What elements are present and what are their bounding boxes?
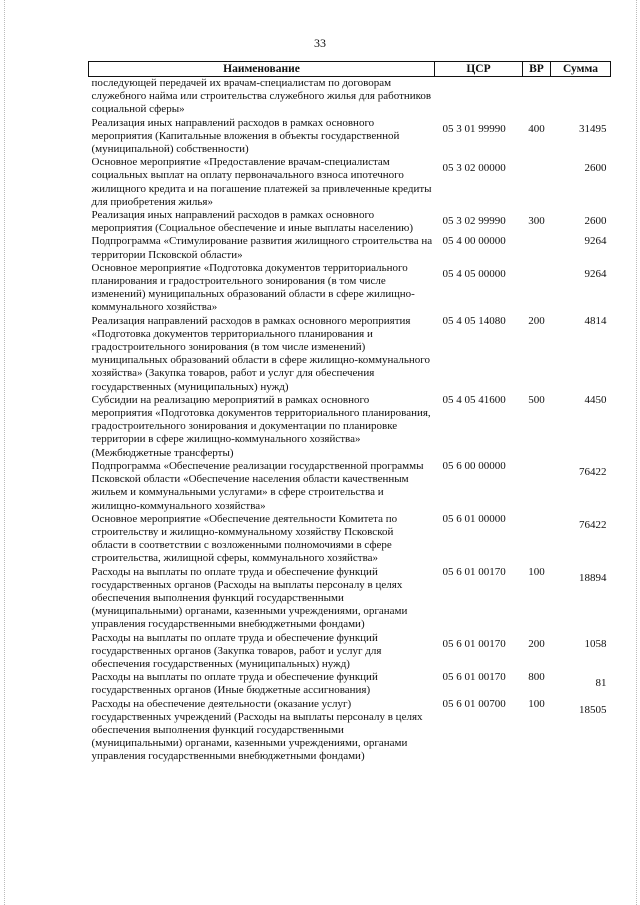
cell-sum: 4814 <box>584 314 607 327</box>
cell-sum: 1058 <box>584 637 607 650</box>
cell-vr: 500 <box>528 393 545 406</box>
cell-vr: 400 <box>528 122 545 135</box>
table-row <box>89 698 611 764</box>
cell-sum: 76422 <box>579 518 607 531</box>
table-row <box>89 315 611 394</box>
cell-vr: 300 <box>528 215 545 228</box>
cell-sum: 81 <box>595 677 607 690</box>
cell-csr <box>435 77 523 117</box>
cell-name: Реализация иных направлений расходов в рамках основного мероприятия (Капитальные вложения в объекты государственной (муниципальной) собственности) <box>91 116 400 156</box>
table-row <box>89 156 611 209</box>
table-row <box>89 394 611 460</box>
cell-csr: 05 4 00 00000 <box>442 235 506 248</box>
cell-vr <box>523 156 551 209</box>
cell-csr: 05 6 01 00170 <box>442 637 506 650</box>
cell-name: Реализация иных направлений расходов в рамках основного мероприятия (Социальное обеспечение и иные выплаты населению) <box>91 209 414 235</box>
table-row <box>89 460 611 513</box>
cell-name: Основное мероприятие «Подготовка документов территориального планирования и градостроительного зонирования (в том числе изменений) муниципальных образований области в сфере жилищно-коммунального хозяйства» <box>91 261 415 314</box>
cell-sum: 9264 <box>584 235 607 248</box>
cell-name: Основное мероприятие «Обеспечение деятельности Комитета по строительству и жилищно-коммунальному хозяйству Псковской области в соответствии с возложенными полномочиями в сфере строительства, жилищной сферы, коммунального хозяйства» <box>91 512 398 565</box>
cell-vr: 200 <box>528 637 545 650</box>
table-body <box>89 77 611 764</box>
header-sum: Сумма <box>551 62 611 77</box>
cell-sum: 4450 <box>584 393 607 406</box>
cell-sum: 76422 <box>579 465 607 478</box>
cell-csr: 05 6 01 00170 <box>442 565 506 578</box>
table-row <box>89 566 611 632</box>
cell-name: Подпрограмма «Обеспечение реализации государственной программы Псковской области «Обеспечение населения области качественным жильем и коммунальными услугами» в сфере строительства и жилищно-коммунального хозяйства» <box>91 459 424 512</box>
cell-vr: 100 <box>528 565 545 578</box>
cell-vr: 800 <box>528 671 545 684</box>
cell-csr: 05 4 05 00000 <box>442 267 506 280</box>
cell-name: Реализация направлений расходов в рамках основного мероприятия «Подготовка документов территориального планирования и градостроительного зонирования (в том числе изменений) муниципальных образований области в сфере жилищно-коммунального хозяйства» (Закупка товаров, работ и услуг для обеспечения государственных (муниципальных) нужд) <box>91 314 431 393</box>
page-number: 33 <box>314 36 326 50</box>
header-name: Наименование <box>89 62 435 77</box>
cell-vr: 100 <box>528 697 545 710</box>
table-row <box>89 671 611 697</box>
cell-name: последующей передачей их врачам-специалистам по договорам служебного найма или строительства служебного жилья для работников социальной сферы» <box>91 77 432 116</box>
cell-sum: 18894 <box>579 571 607 584</box>
cell-csr: 05 6 01 00700 <box>442 697 506 710</box>
scan-edge-right <box>636 0 637 905</box>
cell-csr: 05 6 01 00170 <box>442 671 506 684</box>
table-row <box>89 209 611 235</box>
header-csr: ЦСР <box>435 62 523 77</box>
cell-csr: 05 3 02 00000 <box>442 162 506 175</box>
cell-name: Субсидии на реализацию мероприятий в рамках основного мероприятия «Подготовка документов территориального планирования, градостроительного зонирования и документации по планировке территории в сфере жилищно-коммунального хозяйства» (Межбюджетные трансферты) <box>91 393 431 459</box>
cell-name: Расходы на выплаты по оплате труда и обеспечение функций государственных органов (Расходы на выплаты персоналу в целях обеспечения выполнения функций государственными (муниципальными) органами, казенными учреждениями, органами управления государственными внебюджетными фондами) <box>91 565 408 631</box>
cell-csr: 05 3 02 99990 <box>442 215 506 228</box>
cell-name: Расходы на выплаты по оплате труда и обеспечение функций государственных органов (Иные бюджетные ассигнования) <box>91 671 378 697</box>
cell-csr: 05 6 00 00000 <box>442 459 506 472</box>
cell-sum: 18505 <box>579 703 607 716</box>
scan-edge-left <box>4 0 5 905</box>
table-row <box>89 235 611 261</box>
cell-vr <box>523 460 551 513</box>
table-row <box>89 117 611 157</box>
cell-csr: 05 4 05 14080 <box>442 314 506 327</box>
cell-name: Расходы на обеспечение деятельности (оказание услуг) государственных учреждений (Расходы на выплаты персоналу в целях обеспечения выполнения функций государственными (муниципальными) органами, казенными учреждениями, органами управления государственными внебюджетными фондами) <box>91 697 423 763</box>
cell-csr: 05 3 01 99990 <box>442 122 506 135</box>
cell-name: Расходы на выплаты по оплате труда и обеспечение функций государственных органов (Закупка товаров, работ и услуг для обеспечения государственных (муниципальных) нужд) <box>91 631 382 670</box>
table-row <box>89 262 611 315</box>
table-row <box>89 632 611 672</box>
table-row <box>89 77 611 117</box>
cell-vr: 200 <box>528 314 545 327</box>
cell-sum: 31495 <box>579 122 607 135</box>
cell-vr <box>523 77 551 117</box>
cell-name: Подпрограмма «Стимулирование развития жилищного строительства на территории Псковской области» <box>91 235 433 261</box>
cell-vr <box>523 513 551 566</box>
cell-sum <box>551 77 611 117</box>
cell-csr: 05 6 01 00000 <box>442 512 506 525</box>
cell-name: Основное мероприятие «Предоставление врачам-специалистам социальных выплат на оплату первоначального взноса ипотечного жилищного кредита и на погашение платежей за привлеченные кредиты для приобретения жилья» <box>91 156 432 208</box>
table-row <box>89 513 611 566</box>
cell-csr: 05 4 05 41600 <box>442 393 506 406</box>
cell-sum: 2600 <box>584 162 607 175</box>
table-header <box>89 62 611 77</box>
cell-vr <box>523 262 551 315</box>
cell-sum: 2600 <box>584 215 607 228</box>
cell-sum: 9264 <box>584 267 607 280</box>
header-vr: ВР <box>523 62 551 77</box>
cell-vr <box>523 235 551 261</box>
budget-table <box>88 61 611 764</box>
